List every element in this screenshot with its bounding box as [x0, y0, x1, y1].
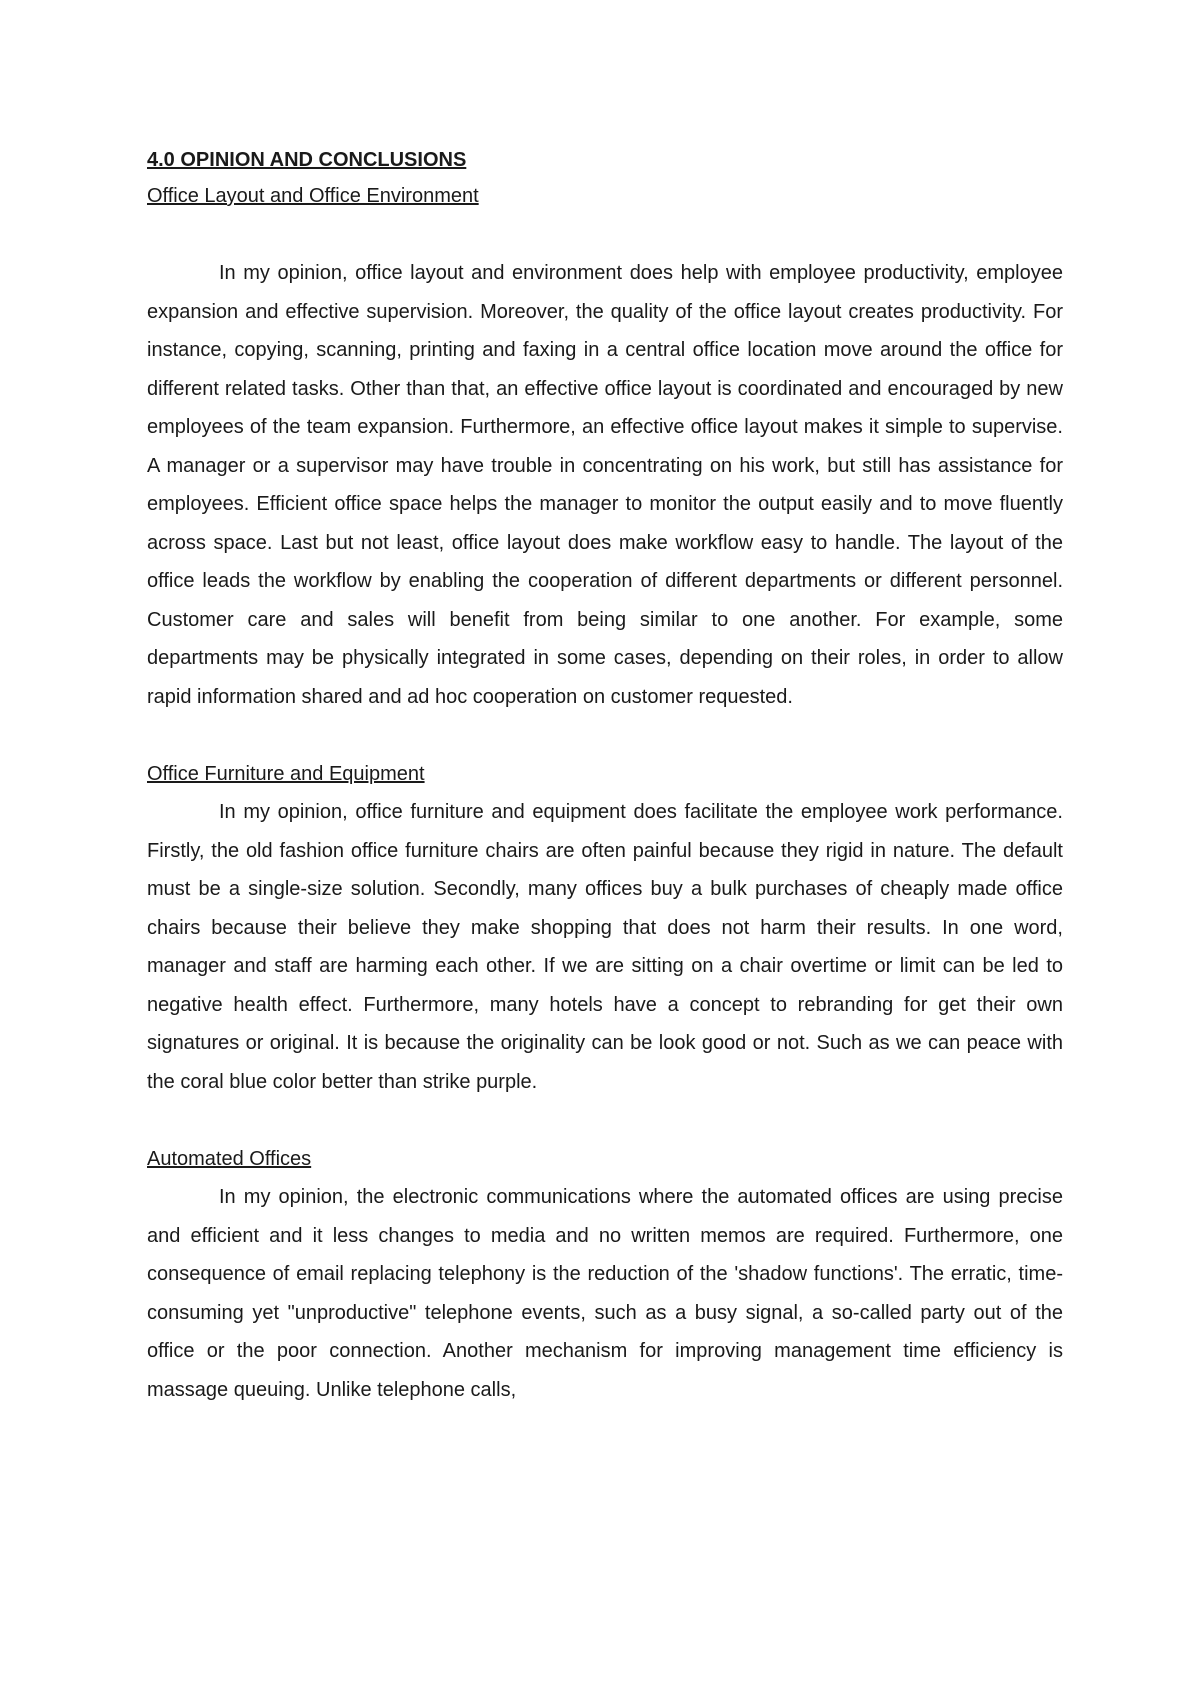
spacer [147, 716, 1063, 755]
paragraph-office-layout: In my opinion, office layout and environment does help with employee productivity, employee expansion and effective supervision. Moreover, the quality of the office layout creates productivity. For instance, copying, scanning, printing and faxing in a central office location move around the office for different related tasks. Other than that, an effective office layout is coordinated and encouraged by new employees of the team expansion. Furthermore, an effective office layout makes it simple to supervise. A manager or a supervisor may have trouble in concentrating on his work, but still has assistance for employees. Efficient office space helps the manager to monitor the output easily and to move fluently across space. Last but not least, office layout does make workflow easy to handle. The layout of the office leads the workflow by enabling the cooperation of different departments or different personnel. Customer care and sales will benefit from being similar to one another. For example, some departments may be physically integrated in some cases, depending on their roles, in order to allow rapid information shared and ad hoc cooperation on customer requested. [147, 262, 1063, 708]
document-page [147, 143, 1063, 1409]
paragraph-office-furniture: In my opinion, office furniture and equipment does facilitate the employee work performance. Firstly, the old fashion office furniture chairs are often painful because they rigid in nature. The default must be a single-size solution. Secondly, many offices buy a bulk purchases of cheaply made office chairs because their believe they make shopping that does not harm their results. In one word, manager and staff are harming each other. If we are sitting on a chair overtime or limit can be led to negative health effect. Furthermore, many hotels have a concept to rebranding for get their own signatures or original. It is because the originality can be look good or not. Such as we can peace with the coral blue color better than strike purple. [147, 801, 1063, 1093]
paragraph-automated-offices: In my opinion, the electronic communications where the automated offices are using precise and efficient and it less changes to media and no written memos are required. Furthermore, one consequence of email replacing telephony is the reduction of the 'shadow functions'. The erratic, time-consuming yet "unproductive" telephone events, such as a busy signal, a so-called party out of the office or the poor connection. Another mechanism for improving management time efficiency is massage queuing. Unlike telephone calls, [147, 1186, 1063, 1401]
spacer [147, 1101, 1063, 1140]
subsection-title-automated-offices: Automated Offices [147, 1147, 312, 1170]
subsection-title-office-layout: Office Layout and Office Environment [147, 185, 479, 207]
subsection-title-office-furniture: Office Furniture and Equipment [147, 762, 425, 785]
spacer [147, 216, 1063, 255]
section-heading: 4.0 OPINION AND CONCLUSIONS [147, 149, 467, 171]
